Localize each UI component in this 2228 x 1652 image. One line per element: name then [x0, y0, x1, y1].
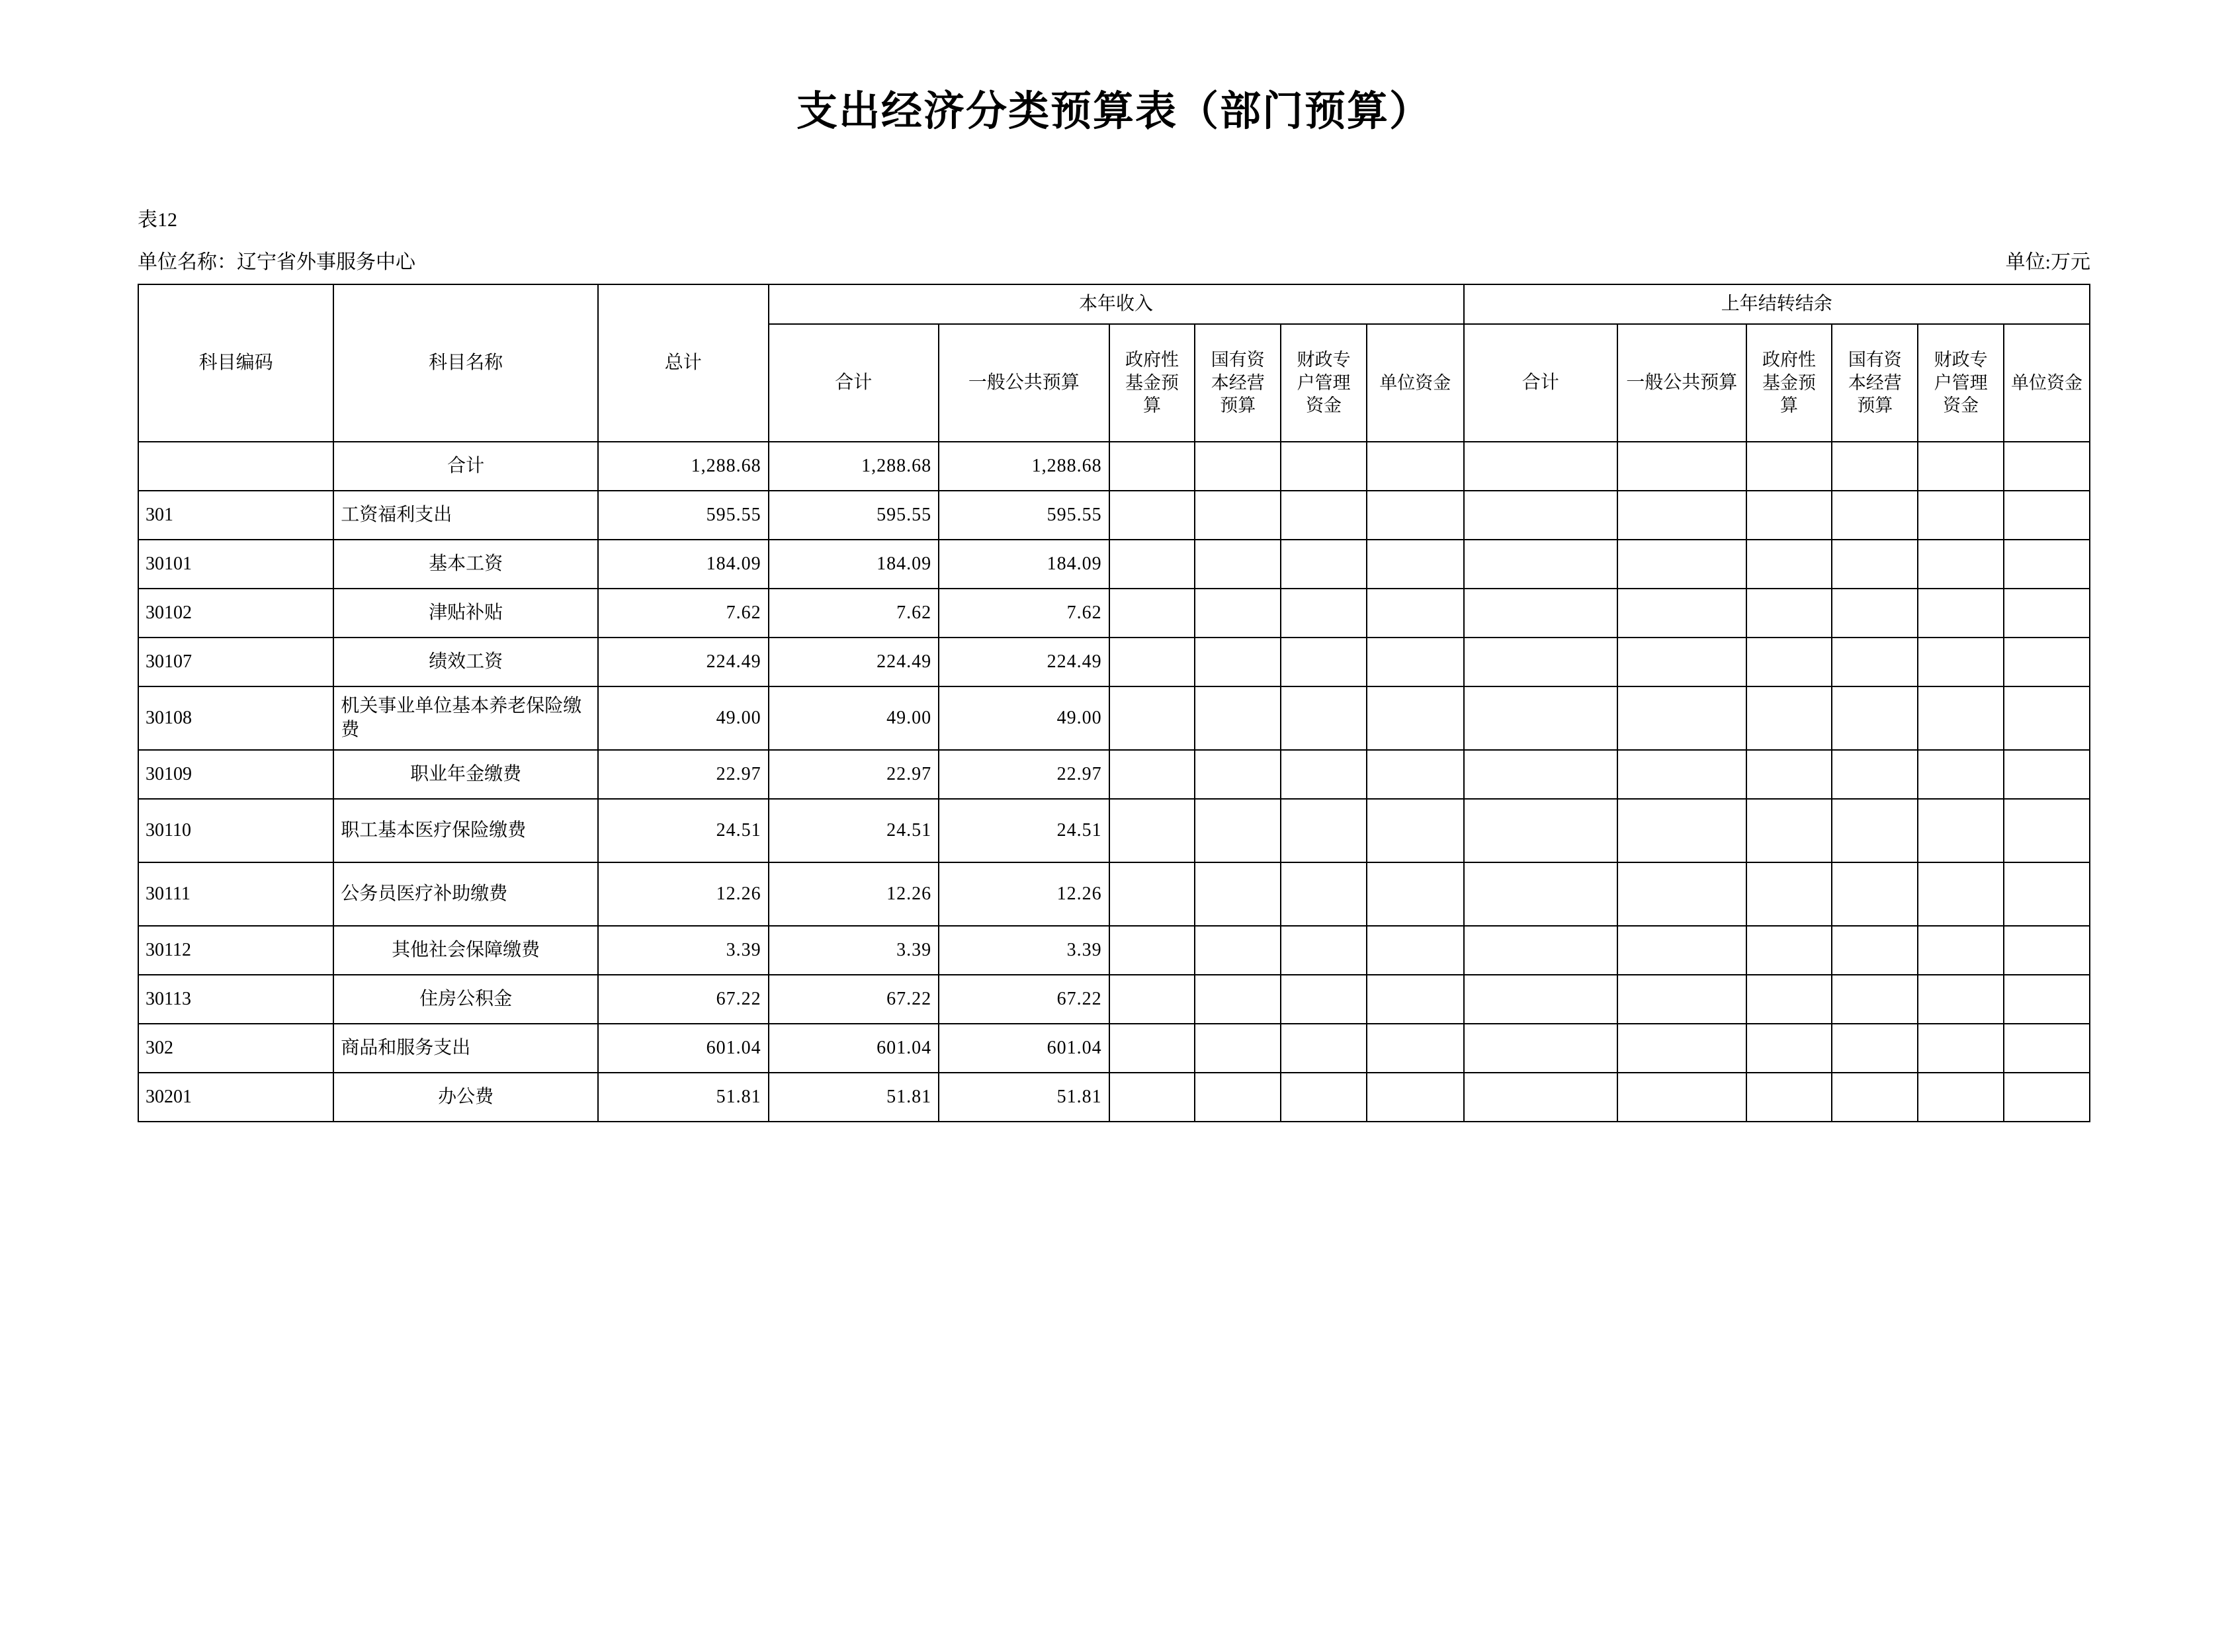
table-body — [138, 442, 2090, 1122]
cell-carryover-general-public — [1617, 1073, 1746, 1122]
cell-current-unit-fund — [1367, 638, 1464, 686]
cell-carryover-subtotal — [1464, 975, 1617, 1024]
cell-code: 30110 — [138, 799, 333, 862]
cell-carryover-gov-fund — [1746, 750, 1832, 799]
cell-current-state-capital — [1195, 799, 1281, 862]
cell-current-gov-fund — [1109, 750, 1195, 799]
unit-name: 单位名称：辽宁省外事服务中心 — [138, 251, 415, 273]
cell-name: 基本工资 — [333, 540, 598, 589]
cell-carryover-gov-fund — [1746, 975, 1832, 1024]
cell-carryover-subtotal — [1464, 750, 1617, 799]
cell-name: 合计 — [333, 442, 598, 491]
header-carryover-state-capital: 国有资本经营预算 — [1832, 324, 1918, 442]
cell-current-state-capital — [1195, 1024, 1281, 1073]
cell-current-subtotal: 1,288.68 — [769, 442, 939, 491]
cell-carryover-fiscal-special — [1918, 491, 2004, 540]
table-row — [138, 540, 2090, 589]
cell-total: 3.39 — [598, 926, 769, 975]
cell-carryover-state-capital — [1832, 491, 1918, 540]
cell-code: 30201 — [138, 1073, 333, 1122]
cell-carryover-gov-fund — [1746, 686, 1832, 750]
cell-current-subtotal: 49.00 — [769, 686, 939, 750]
cell-carryover-state-capital — [1832, 686, 1918, 750]
header-current-unit-fund: 单位资金 — [1367, 324, 1464, 442]
cell-carryover-unit-fund — [2004, 589, 2090, 638]
cell-current-subtotal: 7.62 — [769, 589, 939, 638]
cell-current-gov-fund — [1109, 442, 1195, 491]
header-carryover-gov-fund: 政府性基金预算 — [1746, 324, 1832, 442]
cell-carryover-gov-fund — [1746, 638, 1832, 686]
cell-carryover-subtotal — [1464, 1073, 1617, 1122]
budget-table-container — [0, 284, 2228, 1122]
cell-carryover-subtotal — [1464, 799, 1617, 862]
table-row — [138, 589, 2090, 638]
cell-current-general-public: 184.09 — [939, 540, 1109, 589]
table-number: 表12 — [138, 209, 177, 231]
cell-code — [138, 442, 333, 491]
table-row — [138, 442, 2090, 491]
page-title: 支出经济分类预算表（部门预算） — [796, 89, 1432, 134]
cell-name: 其他社会保障缴费 — [333, 926, 598, 975]
cell-code: 30102 — [138, 589, 333, 638]
cell-carryover-state-capital — [1832, 1073, 1918, 1122]
cell-carryover-gov-fund — [1746, 1024, 1832, 1073]
cell-carryover-unit-fund — [2004, 750, 2090, 799]
cell-current-fiscal-special — [1281, 491, 1367, 540]
cell-code: 301 — [138, 491, 333, 540]
cell-current-gov-fund — [1109, 1073, 1195, 1122]
header-group-carryover: 上年结转结余 — [1464, 284, 2090, 324]
cell-current-gov-fund — [1109, 862, 1195, 926]
cell-carryover-general-public — [1617, 799, 1746, 862]
cell-carryover-subtotal — [1464, 1024, 1617, 1073]
cell-carryover-gov-fund — [1746, 540, 1832, 589]
cell-current-subtotal: 24.51 — [769, 799, 939, 862]
cell-carryover-general-public — [1617, 491, 1746, 540]
table-row — [138, 686, 2090, 750]
cell-code: 302 — [138, 1024, 333, 1073]
table-row — [138, 799, 2090, 862]
cell-current-unit-fund — [1367, 975, 1464, 1024]
cell-current-unit-fund — [1367, 686, 1464, 750]
cell-current-gov-fund — [1109, 589, 1195, 638]
cell-carryover-unit-fund — [2004, 638, 2090, 686]
cell-carryover-fiscal-special — [1918, 638, 2004, 686]
cell-carryover-state-capital — [1832, 862, 1918, 926]
cell-total: 1,288.68 — [598, 442, 769, 491]
cell-carryover-subtotal — [1464, 442, 1617, 491]
cell-current-unit-fund — [1367, 442, 1464, 491]
cell-current-unit-fund — [1367, 862, 1464, 926]
cell-current-general-public: 224.49 — [939, 638, 1109, 686]
unit-measure: 单位:万元 — [2005, 251, 2090, 273]
cell-current-unit-fund — [1367, 1073, 1464, 1122]
header-carryover-fiscal-special: 财政专户管理资金 — [1918, 324, 2004, 442]
cell-current-subtotal: 601.04 — [769, 1024, 939, 1073]
cell-current-general-public: 1,288.68 — [939, 442, 1109, 491]
cell-name: 商品和服务支出 — [333, 1024, 598, 1073]
cell-carryover-fiscal-special — [1918, 540, 2004, 589]
cell-current-state-capital — [1195, 442, 1281, 491]
cell-current-general-public: 22.97 — [939, 750, 1109, 799]
cell-current-fiscal-special — [1281, 638, 1367, 686]
cell-name: 津贴补贴 — [333, 589, 598, 638]
cell-current-general-public: 49.00 — [939, 686, 1109, 750]
cell-carryover-subtotal — [1464, 540, 1617, 589]
table-row — [138, 862, 2090, 926]
table-row — [138, 1024, 2090, 1073]
cell-current-subtotal: 67.22 — [769, 975, 939, 1024]
cell-carryover-fiscal-special — [1918, 799, 2004, 862]
cell-current-general-public: 3.39 — [939, 926, 1109, 975]
cell-carryover-unit-fund — [2004, 799, 2090, 862]
table-row — [138, 491, 2090, 540]
cell-carryover-unit-fund — [2004, 862, 2090, 926]
cell-carryover-gov-fund — [1746, 491, 1832, 540]
cell-carryover-fiscal-special — [1918, 686, 2004, 750]
cell-carryover-unit-fund — [2004, 442, 2090, 491]
table-header — [138, 284, 2090, 442]
cell-current-fiscal-special — [1281, 589, 1367, 638]
cell-current-state-capital — [1195, 926, 1281, 975]
cell-current-state-capital — [1195, 1073, 1281, 1122]
cell-current-subtotal: 184.09 — [769, 540, 939, 589]
cell-current-unit-fund — [1367, 1024, 1464, 1073]
cell-current-general-public: 7.62 — [939, 589, 1109, 638]
cell-carryover-general-public — [1617, 686, 1746, 750]
cell-total: 7.62 — [598, 589, 769, 638]
cell-carryover-fiscal-special — [1918, 1024, 2004, 1073]
document-meta — [0, 203, 2228, 274]
cell-carryover-subtotal — [1464, 491, 1617, 540]
cell-current-fiscal-special — [1281, 540, 1367, 589]
cell-carryover-subtotal — [1464, 589, 1617, 638]
cell-current-state-capital — [1195, 491, 1281, 540]
header-carryover-general-public: 一般公共预算 — [1617, 324, 1746, 442]
cell-current-gov-fund — [1109, 491, 1195, 540]
cell-current-subtotal: 12.26 — [769, 862, 939, 926]
cell-code: 30109 — [138, 750, 333, 799]
cell-carryover-general-public — [1617, 442, 1746, 491]
table-row — [138, 638, 2090, 686]
cell-carryover-gov-fund — [1746, 926, 1832, 975]
cell-current-fiscal-special — [1281, 862, 1367, 926]
cell-carryover-subtotal — [1464, 862, 1617, 926]
cell-current-unit-fund — [1367, 589, 1464, 638]
cell-carryover-state-capital — [1832, 442, 1918, 491]
cell-current-fiscal-special — [1281, 750, 1367, 799]
cell-carryover-fiscal-special — [1918, 750, 2004, 799]
header-group-current-income: 本年收入 — [769, 284, 1464, 324]
cell-current-unit-fund — [1367, 926, 1464, 975]
cell-carryover-state-capital — [1832, 975, 1918, 1024]
cell-carryover-unit-fund — [2004, 926, 2090, 975]
cell-current-general-public: 51.81 — [939, 1073, 1109, 1122]
cell-total: 12.26 — [598, 862, 769, 926]
cell-name: 公务员医疗补助缴费 — [333, 862, 598, 926]
cell-current-state-capital — [1195, 862, 1281, 926]
cell-current-unit-fund — [1367, 491, 1464, 540]
table-row — [138, 926, 2090, 975]
cell-carryover-state-capital — [1832, 926, 1918, 975]
cell-total: 595.55 — [598, 491, 769, 540]
cell-current-state-capital — [1195, 589, 1281, 638]
cell-code: 30101 — [138, 540, 333, 589]
cell-current-fiscal-special — [1281, 442, 1367, 491]
header-current-gov-fund: 政府性基金预算 — [1109, 324, 1195, 442]
cell-name: 机关事业单位基本养老保险缴费 — [333, 686, 598, 750]
cell-code: 30113 — [138, 975, 333, 1024]
cell-carryover-state-capital — [1832, 1024, 1918, 1073]
cell-carryover-general-public — [1617, 540, 1746, 589]
cell-carryover-gov-fund — [1746, 799, 1832, 862]
cell-current-general-public: 12.26 — [939, 862, 1109, 926]
cell-current-general-public: 601.04 — [939, 1024, 1109, 1073]
cell-carryover-general-public — [1617, 638, 1746, 686]
cell-current-subtotal: 3.39 — [769, 926, 939, 975]
cell-current-state-capital — [1195, 638, 1281, 686]
cell-current-fiscal-special — [1281, 1024, 1367, 1073]
cell-carryover-state-capital — [1832, 638, 1918, 686]
header-code: 科目编码 — [138, 284, 333, 442]
cell-carryover-state-capital — [1832, 799, 1918, 862]
cell-total: 24.51 — [598, 799, 769, 862]
cell-current-gov-fund — [1109, 926, 1195, 975]
cell-carryover-unit-fund — [2004, 686, 2090, 750]
cell-current-subtotal: 51.81 — [769, 1073, 939, 1122]
cell-carryover-subtotal — [1464, 638, 1617, 686]
cell-name: 住房公积金 — [333, 975, 598, 1024]
cell-carryover-fiscal-special — [1918, 862, 2004, 926]
cell-carryover-gov-fund — [1746, 589, 1832, 638]
cell-carryover-general-public — [1617, 862, 1746, 926]
cell-carryover-unit-fund — [2004, 540, 2090, 589]
table-row — [138, 1073, 2090, 1122]
cell-current-general-public: 67.22 — [939, 975, 1109, 1024]
cell-current-subtotal: 22.97 — [769, 750, 939, 799]
cell-code: 30108 — [138, 686, 333, 750]
cell-current-gov-fund — [1109, 686, 1195, 750]
cell-carryover-state-capital — [1832, 589, 1918, 638]
cell-total: 51.81 — [598, 1073, 769, 1122]
cell-current-unit-fund — [1367, 540, 1464, 589]
header-total: 总计 — [598, 284, 769, 442]
cell-code: 30107 — [138, 638, 333, 686]
cell-name: 工资福利支出 — [333, 491, 598, 540]
cell-carryover-general-public — [1617, 1024, 1746, 1073]
cell-current-state-capital — [1195, 540, 1281, 589]
cell-carryover-unit-fund — [2004, 1073, 2090, 1122]
document-page — [0, 78, 2228, 1652]
cell-current-state-capital — [1195, 975, 1281, 1024]
cell-current-fiscal-special — [1281, 799, 1367, 862]
cell-current-fiscal-special — [1281, 686, 1367, 750]
cell-carryover-fiscal-special — [1918, 1073, 2004, 1122]
cell-current-unit-fund — [1367, 750, 1464, 799]
cell-carryover-fiscal-special — [1918, 975, 2004, 1024]
cell-current-state-capital — [1195, 686, 1281, 750]
cell-carryover-fiscal-special — [1918, 442, 2004, 491]
cell-code: 30112 — [138, 926, 333, 975]
table-row — [138, 750, 2090, 799]
cell-current-gov-fund — [1109, 799, 1195, 862]
cell-current-fiscal-special — [1281, 926, 1367, 975]
cell-carryover-unit-fund — [2004, 491, 2090, 540]
cell-carryover-unit-fund — [2004, 975, 2090, 1024]
cell-name: 绩效工资 — [333, 638, 598, 686]
cell-code: 30111 — [138, 862, 333, 926]
cell-current-gov-fund — [1109, 638, 1195, 686]
cell-total: 601.04 — [598, 1024, 769, 1073]
cell-carryover-unit-fund — [2004, 1024, 2090, 1073]
cell-carryover-gov-fund — [1746, 1073, 1832, 1122]
cell-name: 职工基本医疗保险缴费 — [333, 799, 598, 862]
cell-current-general-public: 24.51 — [939, 799, 1109, 862]
cell-total: 49.00 — [598, 686, 769, 750]
cell-carryover-gov-fund — [1746, 442, 1832, 491]
cell-current-fiscal-special — [1281, 975, 1367, 1024]
header-carryover-subtotal: 合计 — [1464, 324, 1617, 442]
header-name: 科目名称 — [333, 284, 598, 442]
cell-carryover-general-public — [1617, 926, 1746, 975]
cell-total: 67.22 — [598, 975, 769, 1024]
cell-total: 224.49 — [598, 638, 769, 686]
cell-carryover-state-capital — [1832, 540, 1918, 589]
cell-total: 22.97 — [598, 750, 769, 799]
table-row — [138, 975, 2090, 1024]
cell-current-subtotal: 224.49 — [769, 638, 939, 686]
cell-carryover-fiscal-special — [1918, 926, 2004, 975]
cell-name: 职业年金缴费 — [333, 750, 598, 799]
cell-carryover-state-capital — [1832, 750, 1918, 799]
cell-current-state-capital — [1195, 750, 1281, 799]
header-current-state-capital: 国有资本经营预算 — [1195, 324, 1281, 442]
cell-carryover-general-public — [1617, 975, 1746, 1024]
cell-current-subtotal: 595.55 — [769, 491, 939, 540]
budget-table — [138, 284, 2090, 1122]
header-current-subtotal: 合计 — [769, 324, 939, 442]
cell-carryover-gov-fund — [1746, 862, 1832, 926]
cell-current-unit-fund — [1367, 799, 1464, 862]
cell-name: 办公费 — [333, 1073, 598, 1122]
header-current-fiscal-special: 财政专户管理资金 — [1281, 324, 1367, 442]
cell-carryover-subtotal — [1464, 926, 1617, 975]
cell-carryover-fiscal-special — [1918, 589, 2004, 638]
header-current-general-public: 一般公共预算 — [939, 324, 1109, 442]
cell-carryover-subtotal — [1464, 686, 1617, 750]
cell-current-fiscal-special — [1281, 1073, 1367, 1122]
cell-total: 184.09 — [598, 540, 769, 589]
cell-current-gov-fund — [1109, 1024, 1195, 1073]
cell-current-general-public: 595.55 — [939, 491, 1109, 540]
cell-carryover-general-public — [1617, 750, 1746, 799]
cell-current-gov-fund — [1109, 975, 1195, 1024]
header-carryover-unit-fund: 单位资金 — [2004, 324, 2090, 442]
cell-current-gov-fund — [1109, 540, 1195, 589]
cell-carryover-general-public — [1617, 589, 1746, 638]
